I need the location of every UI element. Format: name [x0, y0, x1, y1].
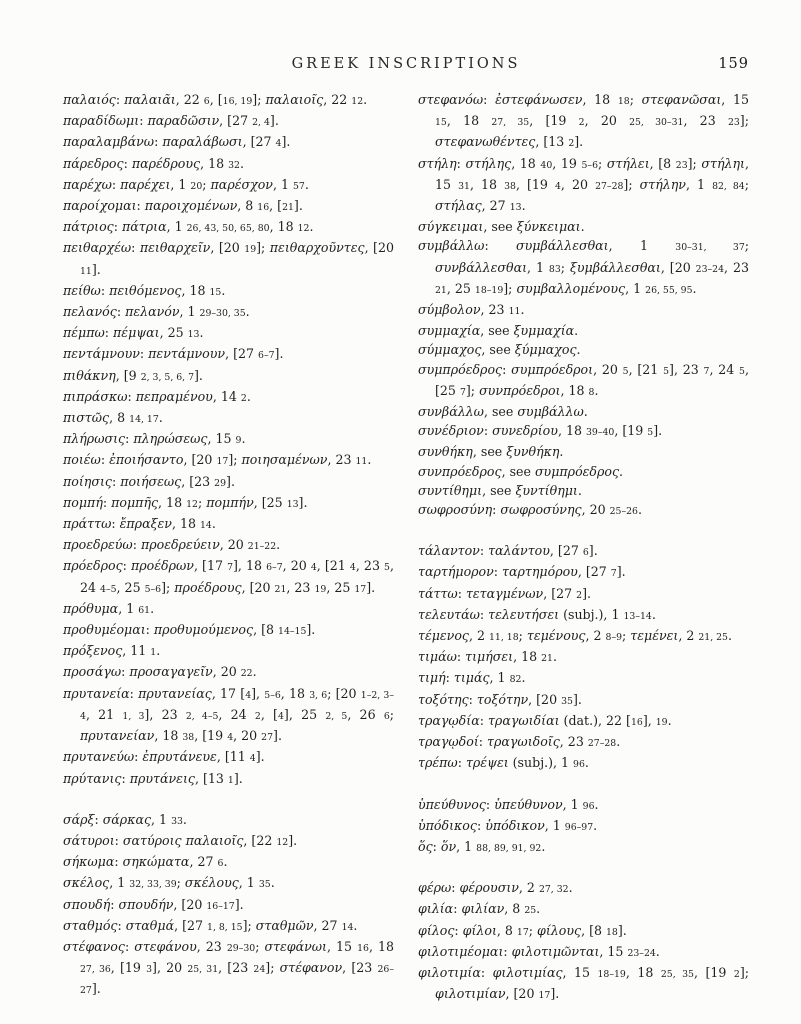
- index-entry: σύμβολον, 23 11.: [418, 302, 525, 318]
- index-entry: πέμπω: πέμψαι, 25 13.: [63, 325, 204, 341]
- index-entry: ὑπεύθυνος: ὑπεύθυνον, 1 96.: [418, 796, 599, 812]
- index-entry: πρυτανεία: πρυτανείας, 17 [4], 5–6, 18 3, 6; [20 1–2, 3–4, 21 1, 3], 23 2, 4–5, 24 2, [4], 25 2, 5, 26 6; πρυτανείαν, 18 38, [19 4, 20 27].: [63, 685, 394, 744]
- index-entry: πάτριος: πάτρια, 1 26, 43, 50, 65, 80, 18 12.: [63, 219, 314, 235]
- index-entry: πιθάκνη, [9 2, 3, 5, 6, 7].: [63, 367, 203, 383]
- page-number: 159: [718, 56, 749, 72]
- index-entry: συνθήκη, see ξυνθήκη.: [418, 444, 564, 460]
- index-entry: πομπή: πομπῆς, 18 12; πομπήν, [25 13].: [63, 494, 308, 510]
- index-entry: σάτυροι: σατύροις παλαιοῖς, [22 12].: [63, 832, 298, 848]
- index-entry: πρόξενος, 11 1.: [63, 643, 161, 659]
- index-entry: τέμενος, 2 11, 18; τεμένους, 2 8–9; τεμένει, 2 21, 25.: [418, 628, 732, 644]
- index-entry: τραγῳδία: τραγωιδίαι (dat.), 22 [16], 19.: [418, 712, 672, 728]
- index-entry: σταθμός: σταθμά, [27 1, 8, 15]; σταθμῶν, 27 14.: [63, 917, 358, 933]
- index-entry: πιπράσκω: πεπραμένου, 14 2.: [63, 388, 251, 404]
- index-entry: παραλαμβάνω: παραλάβωσι, [27 4].: [63, 134, 291, 150]
- index-entry: ὅς: ὅν, 1 88, 89, 91, 92.: [418, 838, 546, 854]
- entry-group: [63, 90, 394, 790]
- index-entry: πειθαρχέω: πειθαρχεῖν, [20 19]; πειθαρχοῦντες, [20 11].: [63, 240, 394, 277]
- index-entry: παλαιός: παλαιᾶι, 22 6, [16, 19]; παλαιοῖς, 22 12.: [63, 92, 368, 107]
- index-entry: συνπρόεδρος, see συμπρόεδρος.: [418, 463, 624, 479]
- index-entry: σάρξ: σάρκας, 1 33.: [63, 811, 187, 827]
- index-entry: συντίθημι, see ξυντίθημι.: [418, 482, 582, 498]
- entry-group: [418, 90, 749, 521]
- index-entry: τιμή: τιμάς, 1 82.: [418, 670, 526, 686]
- index-entry: πιστῶς, 8 14, 17.: [63, 410, 163, 426]
- index-entry: συμβάλλω: συμβάλλεσθαι, 1 30–31, 37; συνβάλλεσθαι, 1 83; ξυμβάλλεσθαι, [20 23–24, 23 21, 25 18–19]; συμβαλλομένους, 1 26, 55, 95.: [418, 238, 749, 296]
- index-entry: φέρω: φέρουσιν, 2 27, 32.: [418, 880, 573, 896]
- index-entry: προθυμέομαι: προθυμούμενος, [8 14–15].: [63, 622, 316, 638]
- index-entry: προσάγω: προσαγαγεῖν, 20 22.: [63, 664, 257, 680]
- index-entry: παροίχομαι: παροιχομένων, 8 16, [21].: [63, 198, 303, 214]
- entry-group: [418, 878, 749, 1005]
- index-entry: παρέχω: παρέχει, 1 20; παρέσχον, 1 57.: [63, 176, 309, 192]
- index-entry: συμπρόεδρος: συμπρόεδροι, 20 5, [21 5], 23 7, 24 5, [25 7]; συνπρόεδροι, 18 8.: [418, 361, 749, 398]
- column-right: [418, 90, 749, 1005]
- index-entry: σύμμαχος, see ξύμμαχος.: [418, 342, 581, 358]
- index-entry: πλήρωσις: πληρώσεως, 15 9.: [63, 431, 246, 447]
- index-entry: συνέδριον: συνεδρίου, 18 39–40, [19 5].: [418, 423, 663, 439]
- index-entry: φιλοτιμέομαι: φιλοτιμῶνται, 15 23–24.: [418, 943, 660, 959]
- index-entry: τάττω: τεταγμένων, [27 2].: [418, 585, 591, 601]
- index-entry: πρύτανις: πρυτάνεις, [13 1].: [63, 770, 243, 786]
- index-entry: σύγκειμαι, see ξύνκειμαι.: [418, 219, 585, 235]
- index-columns: [63, 90, 749, 1005]
- index-entry: στήλη: στήλης, 18 40, 19 5–6; στήλει, [8 23]; στήληι, 15 31, 18 38, [19 4, 20 27–28]; στήλην, 1 82, 84; στήλας, 27 13.: [418, 155, 749, 214]
- index-entry: παραδίδωμι: παραδῶσιν, [27 2, 4].: [63, 113, 279, 129]
- index-entry: ὑπόδικος: ὑπόδικον, 1 96–97.: [418, 817, 598, 833]
- index-entry: πρυτανεύω: ἐπρυτάνευε, [11 4].: [63, 749, 265, 765]
- index-entry: σκέλος, 1 32, 33, 39; σκέλους, 1 35.: [63, 875, 275, 891]
- index-entry: πελανός: πελανόν, 1 29–30, 35.: [63, 304, 250, 320]
- index-entry: πείθω: πειθόμενος, 18 15.: [63, 282, 226, 298]
- entry-group: [63, 810, 394, 1001]
- index-entry: σωφροσύνη: σωφροσύνης, 20 25–26.: [418, 502, 642, 518]
- entry-group: [418, 541, 749, 774]
- index-entry: συνβάλλω, see συμβάλλω.: [418, 404, 588, 420]
- column-left: [63, 90, 394, 1005]
- index-entry: ποιέω: ἐποιήσαντο, [20 17]; ποιησαμένων, 23 11.: [63, 452, 372, 468]
- index-entry: τελευτάω: τελευτήσει (subj.), 1 13–14.: [418, 606, 656, 622]
- index-entry: προεδρεύω: προεδρεύειν, 20 21–22.: [63, 537, 281, 553]
- index-entry: συμμαχία, see ξυμμαχία.: [418, 323, 579, 339]
- index-entry: σήκωμα: σηκώματα, 27 6.: [63, 854, 228, 870]
- index-entry: τάλαντον: ταλάντου, [27 6].: [418, 543, 598, 559]
- index-entry: πρόθυμα, 1 61.: [63, 600, 155, 616]
- index-entry: στέφανος: στεφάνου, 23 29–30; στεφάνωι, 15 16, 18 27, 36, [19 3], 20 25, 31, [23 24]; στέφανον, [23 26–27].: [63, 938, 394, 997]
- index-entry: τοξότης: τοξότην, [20 35].: [418, 691, 582, 707]
- index-entry: ποίησις: ποιήσεως, [23 29].: [63, 473, 235, 489]
- running-head-title: GREEK INSCRIPTIONS: [291, 56, 521, 72]
- index-entry: ταρτήμορον: ταρτημόρου, [27 7].: [418, 564, 626, 580]
- index-entry: τραγῳδοί: τραγωιδοῖς, 23 27–28.: [418, 734, 621, 750]
- index-entry: πεντάμνουν: πεντάμνουν, [27 6–7].: [63, 346, 284, 362]
- index-entry: φιλοτιμία: φιλοτιμίας, 15 18–19, 18 25, 35, [19 2]; φιλοτιμίαν, [20 17].: [418, 964, 749, 1002]
- index-entry: πρόεδρος: προέδρων, [17 7], 18 6–7, 20 4, [21 4, 23 5, 24 4–5, 25 5–6]; προέδρους, [20 21, 23 19, 25 17].: [63, 558, 394, 595]
- index-entry: πράττω: ἔπραξεν, 18 14.: [63, 516, 216, 532]
- index-entry: φίλος: φίλοι, 8 17; φίλους, [8 18].: [418, 922, 627, 938]
- index-entry: φιλία: φιλίαν, 8 25.: [418, 901, 541, 917]
- page-header: [63, 56, 749, 76]
- index-entry: τρέπω: τρέψει (subj.), 1 96.: [418, 755, 589, 771]
- index-entry: τιμάω: τιμήσει, 18 21.: [418, 649, 557, 665]
- index-entry: σπουδή: σπουδήν, [20 16–17].: [63, 896, 244, 912]
- entry-group: [418, 795, 749, 859]
- index-entry: πάρεδρος: παρέδρους, 18 32.: [63, 155, 244, 171]
- index-entry: στεφανόω: ἐστεφάνωσεν, 18 18; στεφανῶσαι, 15 15, 18 27, 35, [19 2, 20 25, 30–31, 23 23]; στεφανωθέντες, [13 2].: [418, 92, 749, 150]
